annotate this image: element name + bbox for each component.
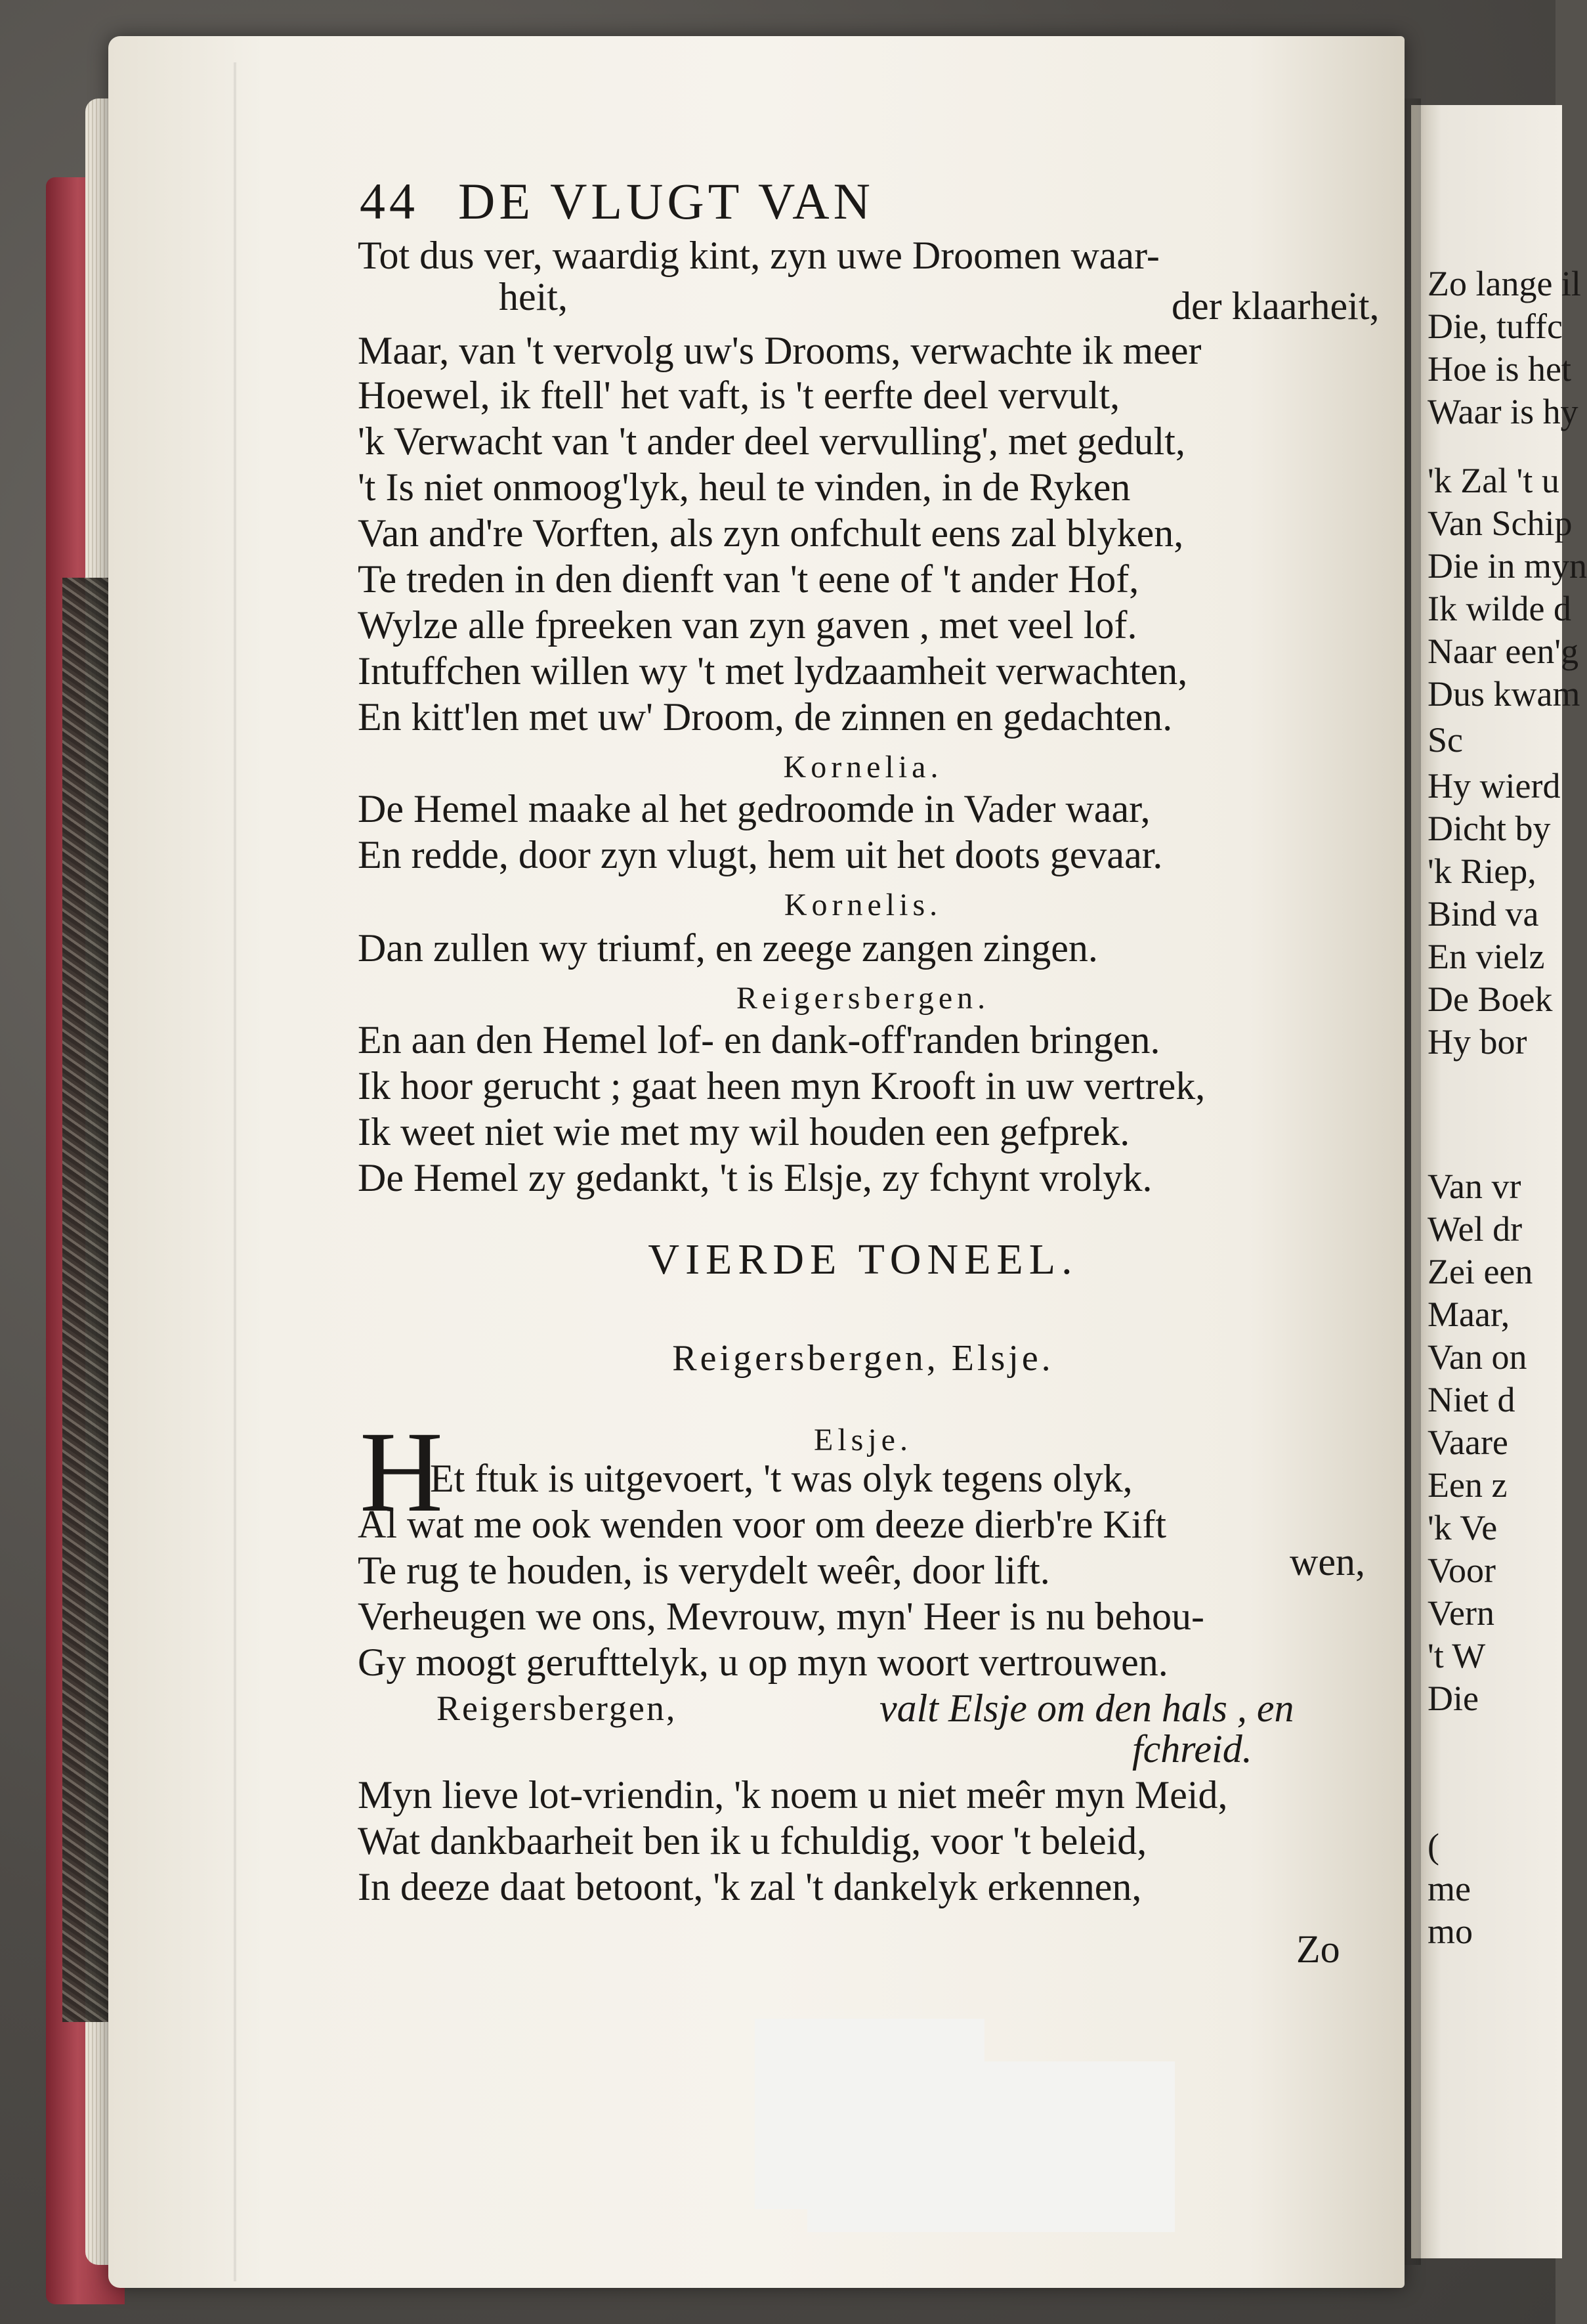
verse-line: Et ftuk is uitgevoert, 't was olyk tegens olyk, bbox=[430, 1457, 1133, 1500]
drop-capital: H bbox=[360, 1408, 444, 1536]
facing-page-line: Hoe is het bbox=[1428, 349, 1571, 389]
facing-page-line: 'k Riep, bbox=[1428, 851, 1536, 891]
verse-line: 't Is niet onmoog'lyk, heul te vinden, in de Ryken bbox=[358, 465, 1131, 509]
facing-page-line: Een z bbox=[1428, 1465, 1508, 1505]
stage-direction-speaker: Reigersbergen, bbox=[436, 1689, 677, 1728]
facing-page-line: Van vr bbox=[1428, 1167, 1521, 1206]
scene-heading: VIERDE TONEEL. bbox=[648, 1236, 1078, 1283]
verse-line: De Hemel maake al het gedroomde in Vader waar, bbox=[358, 787, 1151, 830]
verse-line: In deeze daat betoont, 'k zal 't dankelyk erkennen, bbox=[358, 1865, 1142, 1908]
verse-line: heit, bbox=[499, 275, 568, 318]
verse-line: Ik weet niet wie met my wil houden een gefprek. bbox=[358, 1110, 1130, 1153]
verse-line: Verheugen we ons, Mevrouw, myn' Heer is nu behou- bbox=[358, 1595, 1204, 1638]
verse-line: Tot dus ver, waardig kint, zyn uwe Droomen waar- bbox=[358, 234, 1160, 277]
facing-page-line: Zo lange il bbox=[1428, 264, 1581, 303]
facing-page-line: Naar een'g bbox=[1428, 632, 1579, 671]
facing-page-line: Hy bor bbox=[1428, 1022, 1527, 1062]
verse-line: Ik hoor gerucht ; gaat heen myn Krooft in uw vertrek, bbox=[358, 1064, 1206, 1108]
facing-page-line: 'k Ve bbox=[1428, 1508, 1498, 1547]
verse-line: Intuffchen willen wy 't met lydzaamheit verwachten, bbox=[358, 649, 1188, 693]
verse-line: De Hemel zy gedankt, 't is Elsje, zy fchynt vrolyk. bbox=[358, 1156, 1153, 1199]
stage-direction: valt Elsje om den hals , en bbox=[879, 1687, 1294, 1730]
verse-line: Van and're Vorften, als zyn onfchult eens zal blyken, bbox=[358, 511, 1184, 555]
verse-line: Te rug te houden, is verydelt weêr, door lift. bbox=[358, 1549, 1050, 1592]
facing-page-line: Die in myn bbox=[1428, 546, 1587, 586]
facing-page-line: Dicht by bbox=[1428, 809, 1551, 848]
facing-page-line: Hy wierd bbox=[1428, 766, 1561, 806]
speaker-name: Reigersbergen. bbox=[736, 981, 990, 1016]
facing-page-line: Niet d bbox=[1428, 1380, 1515, 1419]
redaction-patch bbox=[807, 2061, 1175, 2232]
facing-page-line: Maar, bbox=[1428, 1295, 1510, 1334]
verse-line: En redde, door zyn vlugt, hem uit het doots gevaar. bbox=[358, 833, 1163, 876]
facing-page-line: Bind va bbox=[1428, 894, 1539, 934]
running-head bbox=[360, 172, 874, 231]
marbled-cover bbox=[62, 578, 115, 2022]
speaker-name: Kornelia. bbox=[783, 750, 943, 785]
facing-page-line: 't W bbox=[1428, 1636, 1486, 1675]
stage-direction: fchreid. bbox=[1132, 1727, 1252, 1771]
facing-page-line: De Boek bbox=[1428, 979, 1553, 1019]
verse-line: Hoewel, ik ftell' het vaft, is 't eerfte deel vervult, bbox=[358, 374, 1120, 417]
facing-page-line: Waar is hy bbox=[1428, 392, 1578, 431]
page-crease bbox=[233, 62, 237, 2281]
verse-line: Te treden in den dienft van 't eene of 't ander Hof, bbox=[358, 557, 1139, 601]
verse-line-turnover: wen, bbox=[1290, 1540, 1365, 1583]
facing-page-line: me bbox=[1428, 1869, 1471, 1908]
facing-page-line: Sc bbox=[1428, 720, 1463, 760]
facing-page-line: ( bbox=[1428, 1826, 1439, 1866]
facing-page-line: Van on bbox=[1428, 1337, 1527, 1377]
running-title: DE VLUGT VAN bbox=[458, 173, 874, 230]
catchword: Zo bbox=[1296, 1927, 1340, 1971]
facing-page-line: Vaare bbox=[1428, 1423, 1508, 1462]
verse-line: Wylze alle fpreeken van zyn gaven , met veel lof. bbox=[358, 603, 1137, 647]
speaker-name: Elsje. bbox=[814, 1423, 912, 1457]
facing-page-line: 'k Zal 't u bbox=[1428, 461, 1559, 500]
facing-page-line: Zei een bbox=[1428, 1252, 1533, 1291]
facing-page bbox=[1411, 105, 1587, 2258]
verse-line: Al wat me ook wenden voor om deeze dierb're Kift bbox=[358, 1503, 1167, 1546]
facing-page-line: Vern bbox=[1428, 1593, 1494, 1633]
speaker-name: Kornelis. bbox=[784, 888, 942, 922]
facing-page-line: Dus kwam bbox=[1428, 674, 1580, 714]
facing-page-line: Van Schip bbox=[1428, 504, 1573, 543]
facing-page-line: Die bbox=[1428, 1679, 1479, 1718]
verse-line: Wat dankbaarheit ben ik u fchuldig, voor 't beleid, bbox=[358, 1819, 1147, 1862]
verse-line: En kitt'len met uw' Droom, de zinnen en gedachten. bbox=[358, 695, 1173, 739]
verse-line: Gy moogt gerufttelyk, u op myn woort vertrouwen. bbox=[358, 1641, 1168, 1684]
verse-line: Maar, van 't vervolg uw's Drooms, verwachte ik meer bbox=[358, 329, 1202, 372]
facing-page-line: mo bbox=[1428, 1912, 1473, 1951]
scene-cast: Reigersbergen, Elsje. bbox=[672, 1338, 1054, 1379]
facing-page-line: En vielz bbox=[1428, 937, 1545, 976]
facing-page-line: Voor bbox=[1428, 1551, 1496, 1590]
page-number: 44 bbox=[360, 173, 419, 230]
facing-page-line: Wel dr bbox=[1428, 1209, 1523, 1249]
facing-page-line: Die, tuffc bbox=[1428, 307, 1563, 346]
verse-line: En aan den Hemel lof- en dank-off'randen bringen. bbox=[358, 1018, 1160, 1062]
facing-page-line: Ik wilde d bbox=[1428, 589, 1571, 628]
verse-line: Myn lieve lot-vriendin, 'k noem u niet meêr myn Meid, bbox=[358, 1773, 1228, 1817]
verse-line: der klaarheit, bbox=[1172, 284, 1380, 328]
verse-line: Dan zullen wy triumf, en zeege zangen zingen. bbox=[358, 926, 1098, 970]
verse-line: 'k Verwacht van 't ander deel vervulling', met gedult, bbox=[358, 420, 1185, 463]
